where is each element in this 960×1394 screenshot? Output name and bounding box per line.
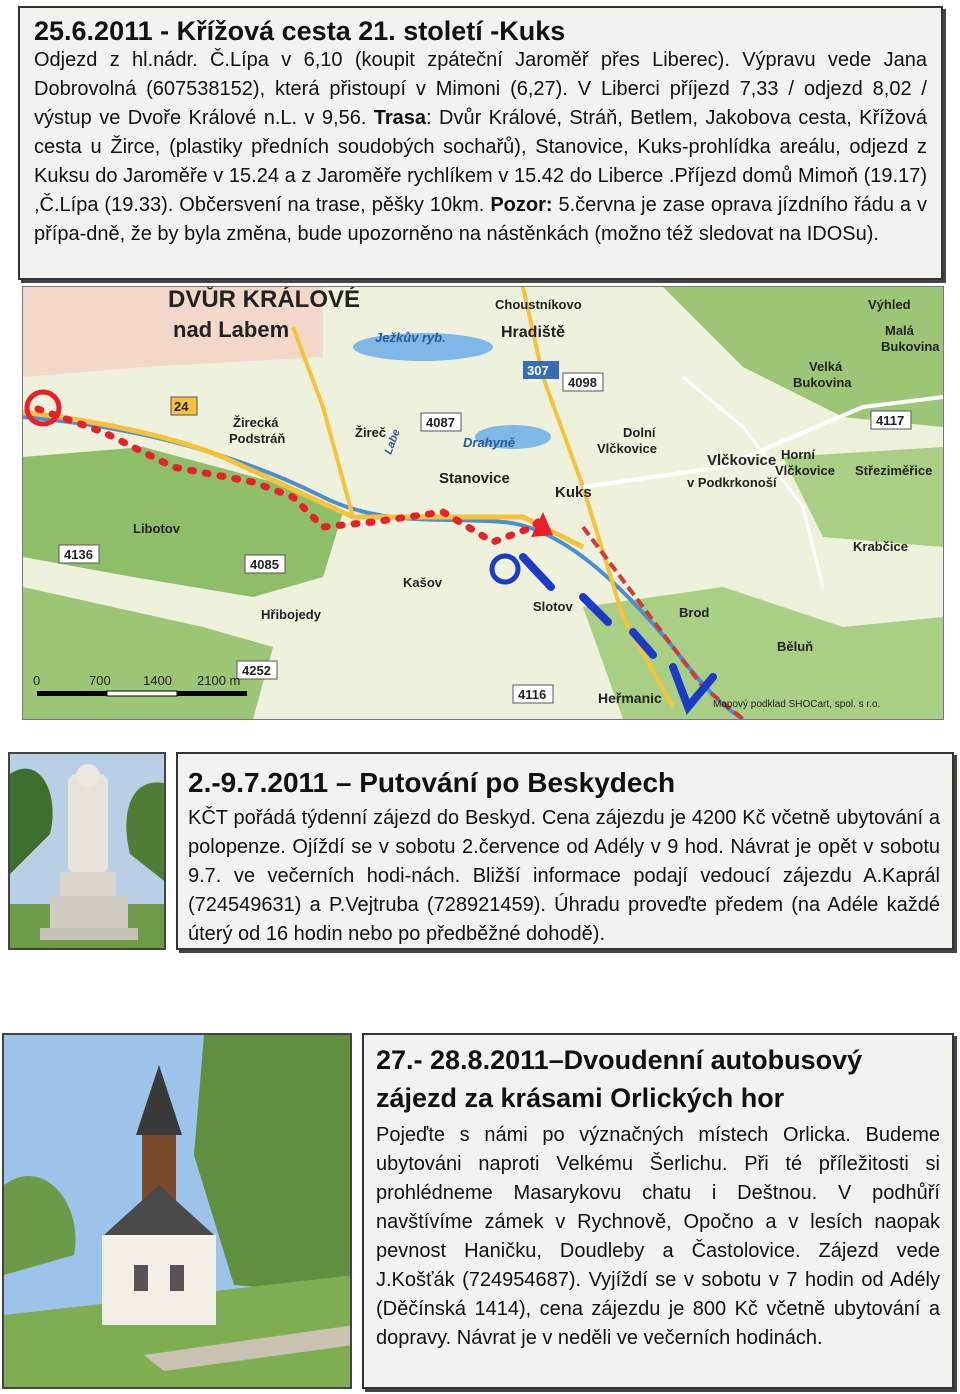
place-zirecka: Žirecká	[233, 415, 279, 430]
place-vyhled: Výhled	[868, 297, 911, 312]
trasa-label: Trasa	[373, 107, 427, 129]
road-number: 4087	[426, 415, 455, 430]
road-number: 24	[174, 399, 189, 414]
road-number: 307	[527, 363, 549, 378]
church-window	[170, 1265, 184, 1291]
place-hradiste: Hradiště	[501, 324, 566, 341]
place-podkrkonosi: v Podkrkonoší	[687, 475, 777, 490]
place-zirec: Žireč	[355, 425, 387, 440]
scale-label: 1400	[143, 673, 172, 688]
place-velka: Velká	[809, 359, 843, 374]
place-hribojedy: Hřibojedy	[261, 607, 321, 622]
place-mala-bukovina: Bukovina	[881, 339, 940, 354]
trip-orlicke-text: Pojeďte s námi po význačných místech Orlicka. Budeme ubytováni naproti Velkému Šerlichu. Při té příležitosti si prohlédneme Masarykovu chatu i Deštnou. V podhůří navštívíme zámek v Rychnově, Opočno a v lesích naopak pevnost Haničku, Doudleby a Častolovice. Zájezd vede J.Košťák (724954687). Vyjíždí se v sobotu v 7 hodin od Adély (Děčínská 1414), cena zájezdu je 800 Kč včetně ubytování a dopravy. Návrat je v neděli ve večerních hodinách.	[376, 1124, 940, 1349]
place-hermanice: Heřmanic	[598, 690, 662, 706]
trip-kuks-panel	[18, 6, 943, 280]
place-dolni-vlckovice: Vlčkovice	[597, 441, 657, 456]
place-krabcice: Krabčice	[853, 539, 908, 554]
place-choustnikovo: Choustníkovo	[495, 297, 582, 312]
place-kasov: Kašov	[403, 575, 443, 590]
trip-beskydy-title: 2.-9.7.2011 – Putování po Beskydech	[188, 767, 676, 798]
radegast-statue-photo	[8, 752, 166, 950]
place-brod: Brod	[679, 605, 710, 620]
trip-kuks-notice: 5.června je zase oprava jízdního řádu a v přípa-dně, že by byla změna, bude upozorněno na nástěnkách (možno též sledovat na IDOSu).	[34, 194, 928, 245]
trip-kuks-departure: Odjezd z hl.nádr. Č.Lípa v 6,10 (koupit zpáteční Jaroměř přes Liberec). Výpravu vede Jana Dobrovolná (607538152), která přistoupí v Mimoni (6,27). V Liberci příjezd 7,33 / odjezd 8,02 / výstup ve Dvoře Králové n.L. v 9,56.	[34, 49, 927, 129]
trip-beskydy-panel	[176, 752, 954, 950]
road-number: 4252	[242, 663, 271, 678]
church-photo	[2, 1033, 352, 1389]
pozor-label: Pozor:	[490, 194, 553, 216]
place-strezimer: Střeziměřice	[855, 463, 933, 478]
place-podstran: Podstráň	[229, 431, 286, 446]
route-map	[22, 286, 944, 720]
statue-illustration	[10, 754, 166, 950]
scale-segment	[37, 691, 107, 696]
scale-segment	[177, 691, 247, 696]
place-libotov: Libotov	[133, 521, 180, 536]
river-label: Labe	[382, 427, 403, 457]
road-number: 4117	[876, 413, 905, 428]
road-number: 4136	[64, 547, 93, 562]
place-horni: Horní	[781, 447, 815, 462]
place-dolni: Dolní	[623, 425, 656, 440]
place-dvur-2: nad Labem	[173, 317, 290, 342]
trip-kuks-route: : Dvůr Králové, Stráň, Betlem, Jakobova cesta, Křížová cesta u Žirce, (plastiky předních soudobých sochařů), Stanovice, Kuks-prohlídka areálu, odjezd z Kuksu do Jaroměře v 15.24 a z Jaroměře rychlíkem v 15.42 do Liberce .Příjezd domů Mimoň (19.17) ,Č.Lípa (19.33). Občersvení na trase, pěšky 10km.	[34, 107, 927, 216]
scale-segment	[107, 691, 177, 696]
trip-beskydy-text: KČT pořádá týdenní zájezd do Beskyd. Cena zájezdu je 4200 Kč včetně ubytování a polopenze. Ojíždí se v sobotu 2.července od Adély v 9 hod. Návrat je opět v sobotu 9.7. ve večerních hodi-nách. Bližší informace podají vedoucí zájezdu A.Kaprál (724549631) a P.Vejtruba (728921459). Úhradu proveďte předem (na Adéle každé úterý od 16 hodin nebo po předběžné dohodě).	[188, 807, 940, 945]
place-kuks: Kuks	[555, 484, 592, 501]
place-slotov: Slotov	[533, 599, 573, 614]
road-number: 4098	[568, 375, 597, 390]
statue-body	[68, 774, 108, 874]
place-mala: Malá	[885, 323, 914, 338]
place-horni-vlckovice: Vlčkovice	[775, 463, 835, 478]
road-number: 4116	[518, 687, 547, 702]
place-drahyne: Drahyně	[463, 435, 516, 450]
place-vlckovice: Vlčkovice	[707, 452, 777, 469]
place-velka-bukovina: Bukovina	[793, 375, 852, 390]
church-window	[134, 1265, 148, 1291]
statue-pedestal	[60, 872, 116, 898]
trip-orlicke-panel	[362, 1033, 954, 1389]
scale-label: 0	[33, 673, 41, 688]
trip-kuks-text	[34, 46, 927, 249]
place-jezkuv: Ježkův ryb.	[375, 330, 446, 345]
route-map-svg	[23, 287, 943, 719]
trip-orlicke-title-line1: 27.- 28.8.2011–Dvoudenní autobusový	[376, 1045, 863, 1075]
church-wall	[102, 1235, 216, 1325]
scale-label: 2100 m	[197, 673, 241, 688]
scale-label: 700	[89, 673, 111, 688]
statue-step	[40, 928, 138, 940]
road-number: 4085	[250, 557, 279, 572]
place-dvur-1: DVŮR KRÁLOVÉ	[168, 287, 361, 313]
church-illustration	[4, 1035, 352, 1389]
place-beluv: Běluň	[777, 639, 814, 654]
statue-head	[76, 764, 100, 788]
map-credit: Mapový podklad SHOCart, spol. s r.o.	[713, 699, 881, 710]
trip-orlicke-title-line2: zájezd za krásami Orlických hor	[376, 1083, 785, 1113]
place-stanovice: Stanovice	[439, 470, 510, 487]
statue-base	[50, 896, 128, 930]
trip-kuks-title: 25.6.2011 - Křížová cesta 21. století -Kuks	[34, 16, 566, 46]
